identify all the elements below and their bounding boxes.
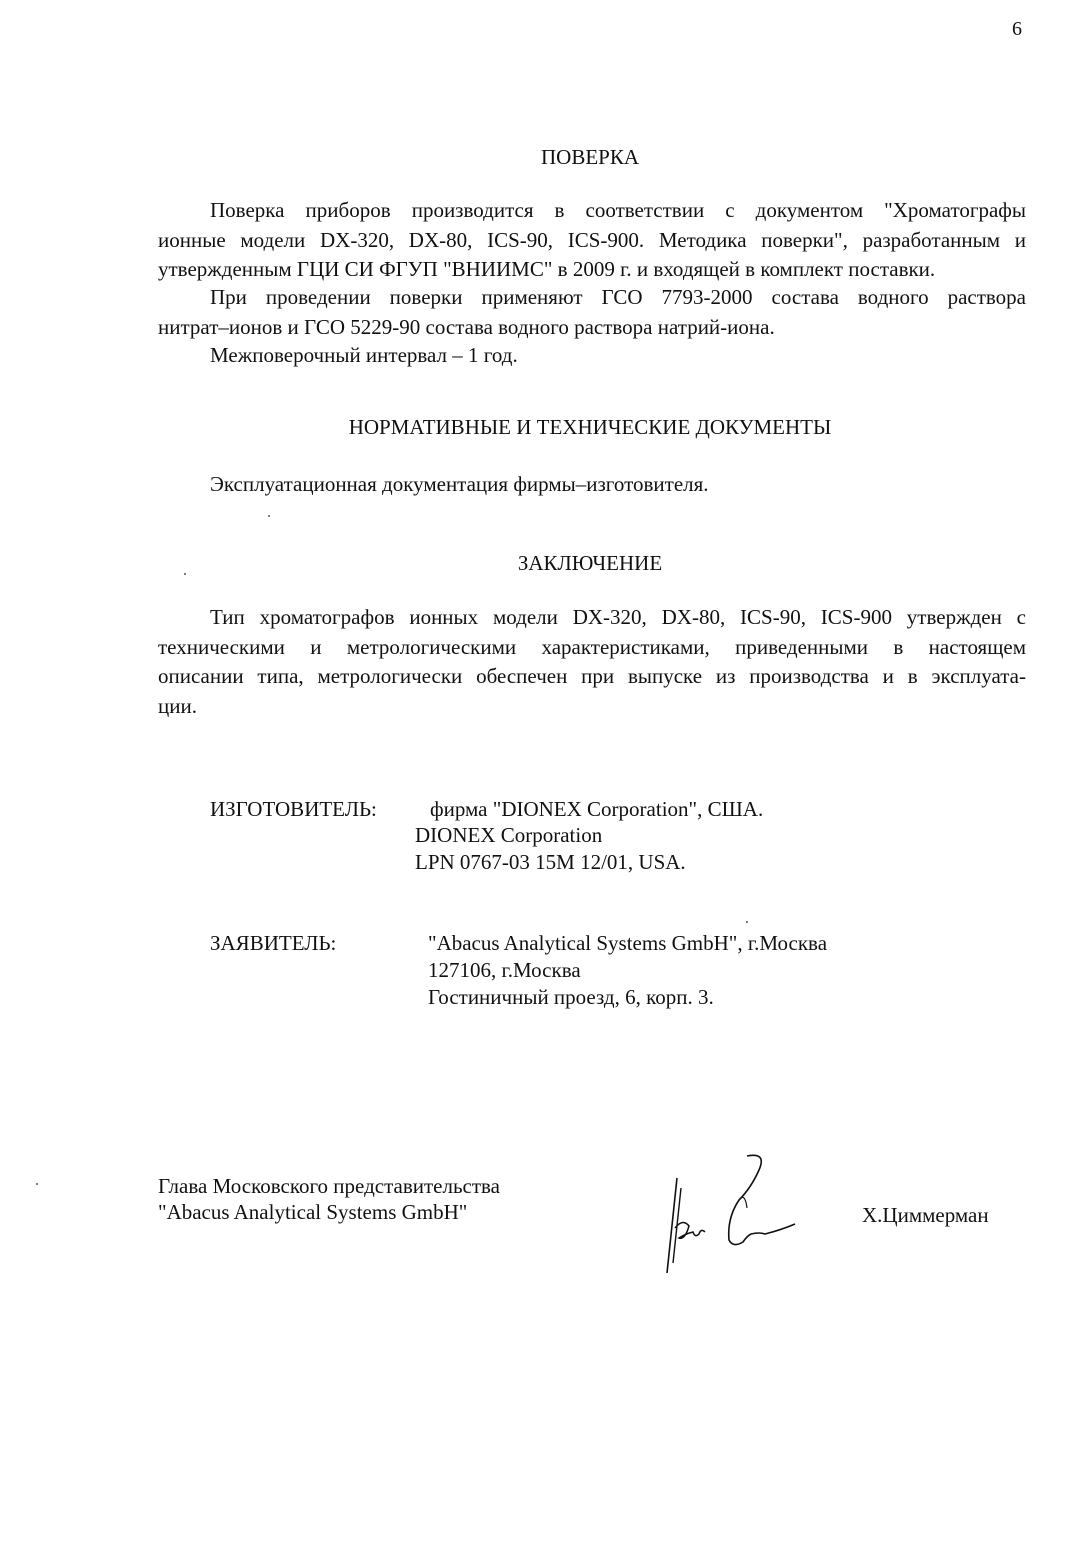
- text-line: описании типа, метрологически обеспечен при выпуске из производства и в эксплуата-: [158, 664, 1026, 688]
- text-line: Тип хроматографов ионных модели DX-320, DX-80, ICS-90, ICS-900 утвержден с: [210, 605, 1026, 629]
- signatory-organization: "Abacus Analytical Systems GmbH": [158, 1200, 468, 1224]
- manufacturer-label: ИЗГОТОВИТЕЛЬ:: [210, 797, 377, 821]
- manufacturer-line: фирма "DIONEX Corporation", США.: [430, 797, 764, 821]
- text-line: Эксплуатационная документация фирмы–изготовителя.: [210, 472, 709, 496]
- verification-paragraph-1: [158, 196, 1026, 285]
- text-line: Поверка приборов производится в соответствии с документом "Хроматографы: [210, 198, 1026, 222]
- normative-paragraph: [158, 470, 1026, 500]
- page-number: 6: [1012, 18, 1022, 40]
- conclusion-paragraph: [158, 603, 1026, 721]
- applicant-line: "Abacus Analytical Systems GmbH", г.Москва: [428, 931, 828, 955]
- verification-paragraph-3: [158, 341, 1026, 371]
- section-title-conclusion: ЗАКЛЮЧЕНИЕ: [517, 551, 663, 575]
- scan-speck: [268, 515, 270, 517]
- manufacturer-line: DIONEX Corporation: [415, 823, 603, 847]
- text-line: нитрат–ионов и ГСО 5229-90 состава водного раствора натрий-иона.: [158, 314, 775, 339]
- applicant-line: 127106, г.Москва: [428, 958, 581, 982]
- section-title-verification: ПОВЕРКА: [540, 145, 640, 169]
- verification-paragraph-2: [158, 283, 1026, 342]
- signatory-name: Х.Циммерман: [862, 1203, 989, 1227]
- signatory-position: Глава Московского представительства: [158, 1174, 500, 1198]
- manufacturer-line: LPN 0767-03 15M 12/01, USA.: [415, 850, 686, 874]
- section-title-normative: НОРМАТИВНЫЕ И ТЕХНИЧЕСКИЕ ДОКУМЕНТЫ: [348, 415, 832, 439]
- text-line: ции.: [158, 693, 197, 718]
- text-line: ионные модели DX-320, DX-80, ICS-90, ICS-900. Методика поверки", разработанным и: [158, 227, 1026, 252]
- applicant-line: Гостиничный проезд, 6, корп. 3.: [428, 985, 714, 1009]
- scan-speck: [36, 1183, 38, 1185]
- text-line: техническими и метрологическими характеристиками, приведенными в настоящем: [158, 634, 1026, 659]
- scan-speck: [184, 573, 186, 575]
- text-line: Межповерочный интервал – 1 год.: [210, 343, 518, 367]
- text-line: При проведении поверки применяют ГСО 7793-2000 состава водного раствора: [210, 285, 1026, 309]
- signature-icon: [655, 1148, 845, 1278]
- text-line: утвержденным ГЦИ СИ ФГУП "ВНИИМС" в 2009 г. и входящей в комплект поставки.: [158, 257, 936, 281]
- applicant-label: ЗАЯВИТЕЛЬ:: [210, 931, 337, 955]
- scan-speck: [746, 921, 748, 923]
